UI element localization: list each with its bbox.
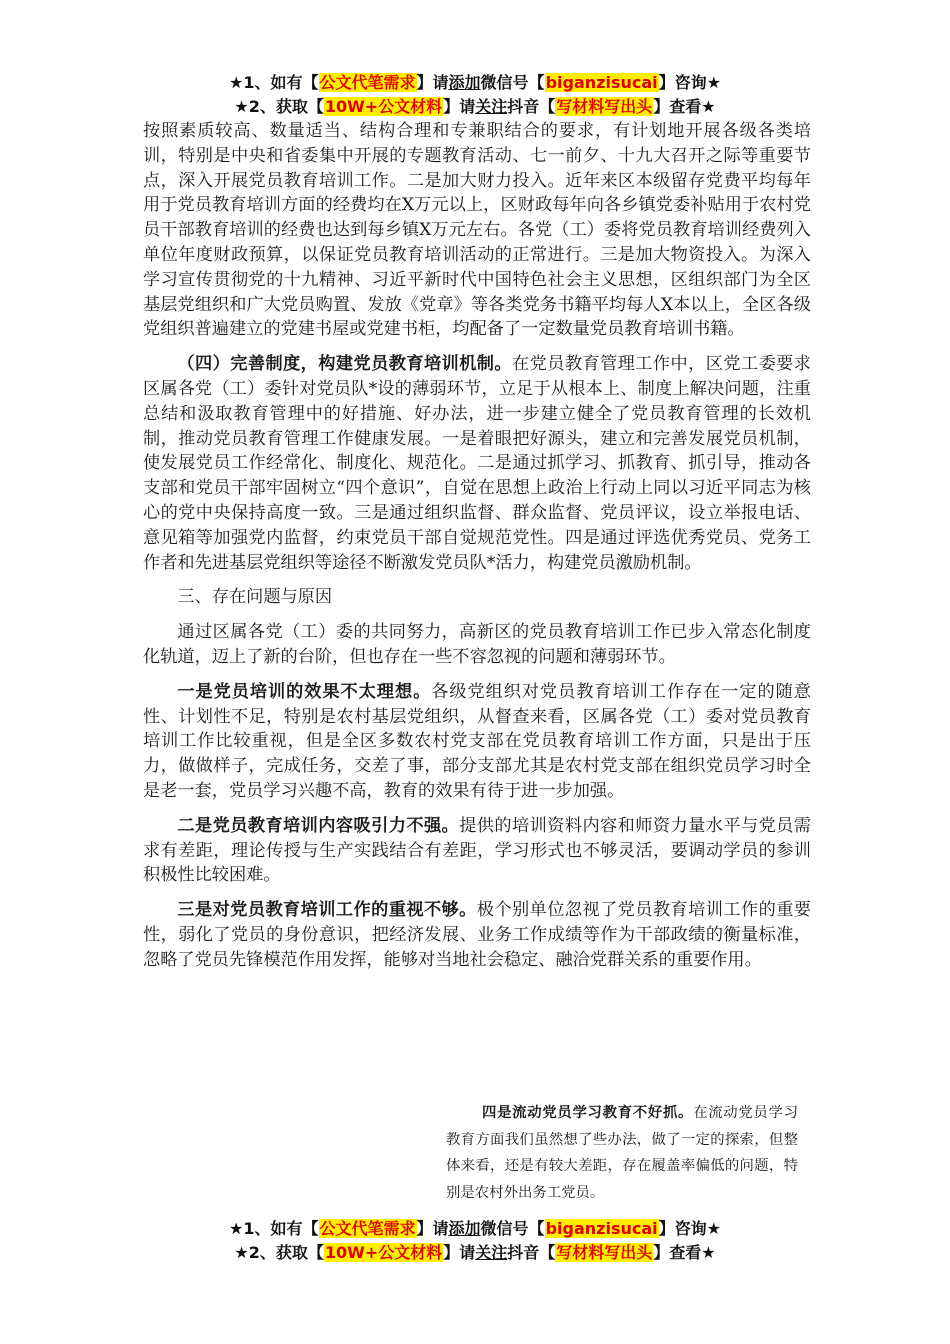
paragraph-3: 通过区属各党（工）委的共同努力，高新区的党员教育培训工作已步入常态化制度化轨道，迈上了新的台阶，但也存在一些不容忽视的问题和薄弱环节。 bbox=[143, 622, 811, 667]
paragraph-1: 按照素质较高、数量适当、结构合理和专兼职结合的要求，有计划地开展各级各类培训，特别是中央和省委集中开展的专题教育活动、七一前夕、十九大召开之际等重要节点，深入开展党员教育培训工作。二是加大财力投入。近年来区本级留存党费平均每年用于党员教育培训方面的经费均在X万元以上，区财政每年向各乡镇党委补贴用于农村党员干部教育培训的经费也达到每乡镇X万元左右。各党（工）委将党员教育培训经费列入单位年度财政预算，以保证党员教育培训活动的正常进行。三是加大物资投入。为深入学习宣传贯彻党的十九精神、习近平新时代中国特色社会主义思想，区组织部门为全区基层党组织和广大党员购置、发放《党章》等各类党务书籍平均每人X本以上，全区各级党组织普遍建立的党建书屋或党建书柜，均配备了一定数量党员教育培训书籍。 bbox=[143, 121, 811, 340]
banner-highlight: 公文代笔需求 bbox=[319, 73, 416, 92]
banner-text: 微信号【 bbox=[480, 73, 545, 92]
paragraph-2-heading: （四）完善制度，构建党员教育培训机制。 bbox=[177, 354, 513, 375]
paragraph-6-heading: 三是对党员教育培训工作的重视不够。 bbox=[177, 900, 477, 921]
promo-banner-top-line2 bbox=[0, 95, 950, 119]
banner-text: 】咨询★ bbox=[658, 73, 721, 92]
banner-underline: 关注 bbox=[475, 97, 508, 116]
document-body bbox=[143, 119, 811, 973]
paragraph-2-text: 在党员教育管理工作中，区党工委要求区属各党（工）委针对党员队*设的薄弱环节，立足于从根本上、制度上解决问题，注重总结和汲取教育管理中的好措施、好办法，进一步建立健全了党员教育管理的长效机制，推动党员教育管理工作健康发展。一是着眼把好源头，建立和完善发展党员机制，使发展党员工作经常化、制度化、规范化。二是通过抓学习、抓教育、抓引导，推动各支部和党员干部牢固树立“四个意识”，自觉在思想上政治上行动上同以习近平同志为核心的党中央保持高度一致。三是通过组织监督、群众监督、党员评议，设立举报电话、意见箱等加强党内监督，约束党员干部自觉规范党性。四是通过评选优秀党员、党务工作者和先进基层党组织等途径不断激发党员队*活力，构建党员激励机制。 bbox=[143, 354, 811, 573]
banner-highlight: 10W+公文材料 bbox=[324, 97, 443, 116]
banner-text: 】查看★ bbox=[653, 97, 716, 116]
banner-highlight: 公文代笔需求 bbox=[319, 1219, 416, 1238]
banner-text: 】查看★ bbox=[653, 1243, 716, 1262]
side-text: 在流动党员学习教育方面我们虽然想了些办法，做了一定的探索，但整体来看，还是有较大差距，存在履盖率偏低的问题，特别是农村外出务工党员。 bbox=[446, 1105, 798, 1201]
promo-banner-bottom-line1 bbox=[0, 1217, 950, 1241]
banner-text: ★2、获取【 bbox=[234, 97, 324, 116]
banner-underline: 关注 bbox=[475, 1243, 508, 1262]
banner-highlight: 写材料写出头 bbox=[556, 1243, 653, 1262]
side-heading: 四是流动党员学习教育不好抓。 bbox=[482, 1104, 694, 1121]
banner-text: 】请 bbox=[416, 73, 449, 92]
banner-text: ★1、如有【 bbox=[229, 1219, 319, 1238]
banner-text: 】请 bbox=[443, 1243, 476, 1262]
paragraph-4 bbox=[143, 680, 811, 804]
banner-text: 抖音【 bbox=[507, 97, 556, 116]
banner-text: ★2、获取【 bbox=[234, 1243, 324, 1262]
promo-banner-top-line1 bbox=[0, 71, 950, 95]
banner-highlight: biganzisucai bbox=[545, 73, 658, 92]
banner-text: 】咨询★ bbox=[658, 1219, 721, 1238]
paragraph-5 bbox=[143, 814, 811, 888]
side-paragraph bbox=[446, 1100, 798, 1206]
banner-highlight: 10W+公文材料 bbox=[324, 1243, 443, 1262]
paragraph-2 bbox=[143, 352, 811, 575]
banner-underline: 添加 bbox=[448, 1219, 481, 1238]
promo-banner-bottom-line2 bbox=[0, 1241, 950, 1265]
paragraph-4-heading: 一是党员培训的效果不太理想。 bbox=[177, 681, 432, 702]
banner-text: 抖音【 bbox=[507, 1243, 556, 1262]
banner-underline: 添加 bbox=[448, 73, 481, 92]
paragraph-5-text: 提供的培训资料内容和师资力量水平与党员需求有差距，理论传授与生产实践结合有差距，学习形式也不够灵活，要调动学员的参训积极性比较困难。 bbox=[143, 815, 811, 886]
banner-highlight: 写材料写出头 bbox=[556, 97, 653, 116]
banner-text: ★1、如有【 bbox=[229, 73, 319, 92]
banner-text: 微信号【 bbox=[480, 1219, 545, 1238]
banner-text: 】请 bbox=[443, 97, 476, 116]
paragraph-4-text: 各级党组织对党员教育培训工作存在一定的随意性、计划性不足，特别是农村基层党组织，从督查来看，区属各党（工）委对党员教育培训工作比较重视，但是全区多数农村党支部在党员教育培训工作方面，只是出于压力，做做样子，完成任务，交差了事，部分支部尤其是农村党支部在组织党员学习时全是老一套，党员学习兴趣不高，教育的效果有待于进一步加强。 bbox=[143, 681, 811, 801]
banner-highlight: biganzisucai bbox=[545, 1219, 658, 1238]
section-heading-3: 三、存在问题与原因 bbox=[177, 587, 333, 608]
banner-text: 】请 bbox=[416, 1219, 449, 1238]
paragraph-5-heading: 二是党员教育培训内容吸引力不强。 bbox=[177, 815, 460, 836]
paragraph-6-text: 极个别单位忽视了党员教育培训工作的重要性，弱化了党员的身份意识，把经济发展、业务工作成绩等作为干部政绩的衡量标准，忽略了党员先锋模范作用发挥，能够对当地社会稳定、融洽党群关系的重要作用。 bbox=[143, 900, 811, 970]
paragraph-6 bbox=[143, 898, 811, 972]
side-text-box bbox=[446, 1100, 798, 1206]
